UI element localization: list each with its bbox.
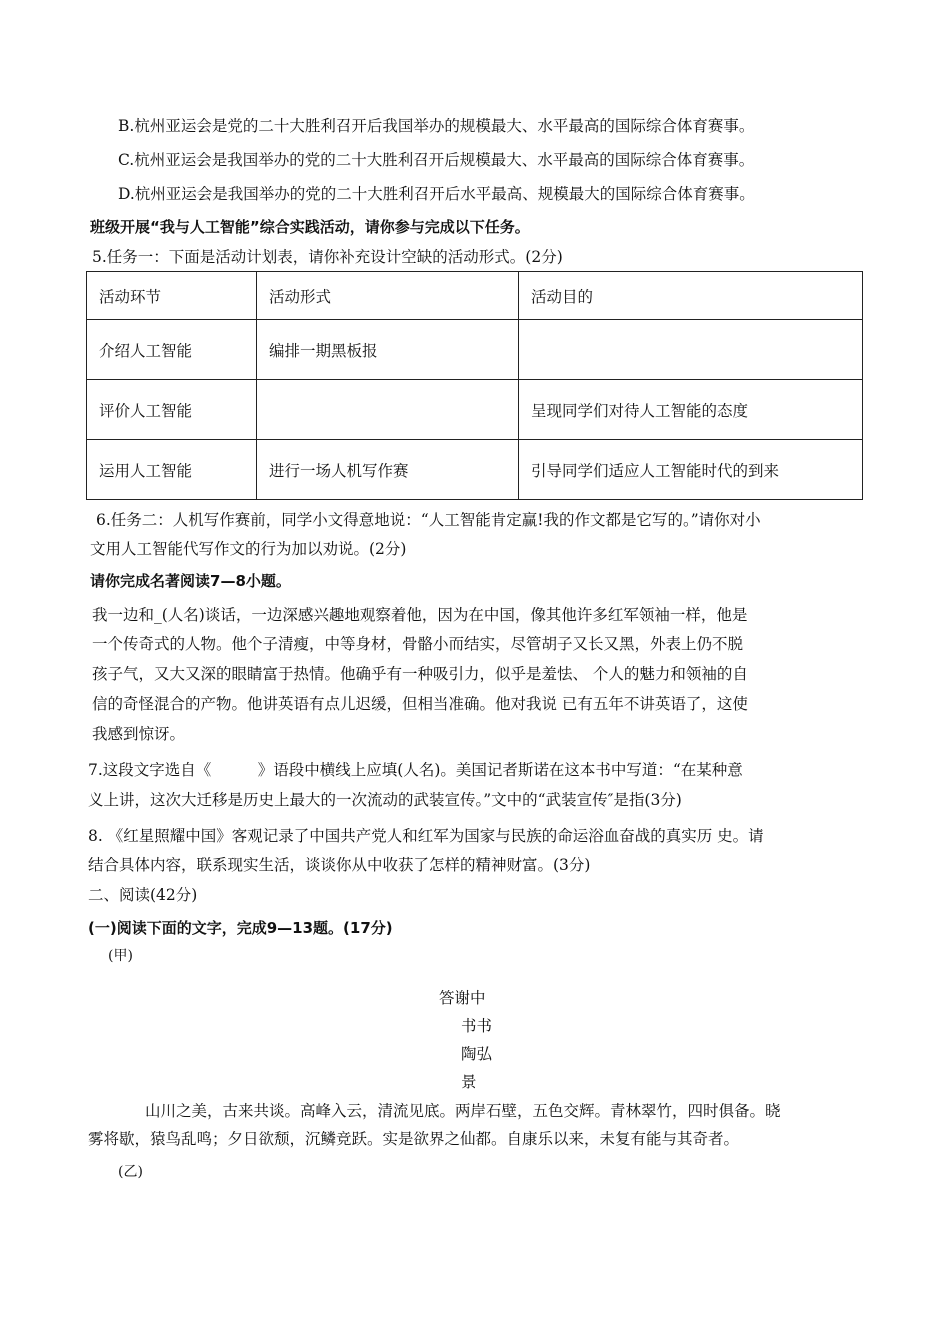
option-c: C.杭州亚运会是我国举办的党的二十大胜利召开后规模最大、水平最高的国际综合体育赛事。 (118, 151, 755, 169)
table-header-cell: 活动目的 (519, 272, 863, 320)
passage-line: 我感到惊讶。 (92, 725, 186, 743)
table-cell: 引导同学们适应人工智能时代的到来 (519, 440, 863, 500)
table-cell: 运用人工智能 (87, 440, 257, 500)
table-cell: 编排一期黑板报 (257, 320, 519, 380)
passage-line: 孩子气，又大又深的眼睛富于热情。他确乎有一种吸引力，似乎是羞怯、 个人的魅力和领袖的自 (92, 665, 748, 683)
table-cell-blank (519, 320, 863, 380)
poem-title-line: 书书 (461, 1017, 493, 1035)
question-8-line-1: 8. 《红星照耀中国》客观记录了中国共产党人和红军为国家与民族的命运浴血奋战的真实历 史。请 (88, 827, 764, 845)
activity-plan-table (86, 271, 863, 500)
question-7-line-2: 义上讲，这次大迁移是历史上最大的一次流动的武装宣传。”文中的“武装宣传″是指(3分) (88, 791, 682, 809)
passage-line: 信的奇怪混合的产物。他讲英语有点儿迟缓，但相当准确。他对我说 已有五年不讲英语了，这使 (92, 695, 748, 713)
table-row (87, 440, 863, 500)
passage-line: 一个传奇式的人物。他个子清瘦，中等身材，骨骼小而结实，尽管胡子又长又黑，外表上仍不脱 (92, 635, 744, 653)
table-cell: 进行一场人机写作赛 (257, 440, 519, 500)
table-header-cell: 活动环节 (87, 272, 257, 320)
section-2-heading: 二、阅读(42分) (88, 886, 198, 904)
passage-line: 我一边和_(人名)谈话，一边深感兴趣地观察着他，因为在中国，像其他许多红军领袖一样，他是 (92, 606, 748, 624)
question-6-line-1: 6.任务二：人机写作赛前，同学小文得意地说：“人工智能肯定赢!我的作文都是它写的。”请你对小 (96, 511, 761, 529)
question-8-line-2: 结合具体内容，联系现实生活，谈谈你从中收获了怎样的精神财富。(3分) (88, 856, 591, 874)
poem-title-line: 答谢中 (439, 989, 486, 1007)
table-cell: 评价人工智能 (87, 380, 257, 440)
poem-text-line-1: 山川之美，古来共谈。高峰入云，清流见底。两岸石壁，五色交辉。青林翠竹，四时俱备。晓 (145, 1102, 781, 1120)
question-6-line-2: 文用人工智能代写作文的行为加以劝说。(2分) (90, 540, 407, 558)
table-cell: 呈现同学们对待人工智能的态度 (519, 380, 863, 440)
table-header-cell: 活动形式 (257, 272, 519, 320)
part-1-heading: (一)阅读下面的文字，完成9—13题。(17分) (88, 919, 393, 937)
option-d: D.杭州亚运会是我国举办的党的二十大胜利召开后水平最高、规模最大的国际综合体育赛事。 (118, 185, 755, 203)
poem-title-line: 陶弘 (461, 1045, 493, 1063)
poem-title-line: 景 (461, 1073, 477, 1091)
table-header-row (87, 272, 863, 320)
table-row (87, 320, 863, 380)
question-5: 5.任务一：下面是活动计划表，请你补充设计空缺的活动形式。(2分) (92, 248, 563, 266)
table-cell-blank (257, 380, 519, 440)
table-row (87, 380, 863, 440)
poem-text-line-2: 雾将歇，猿鸟乱鸣；夕日欲颓，沉鳞竞跃。实是欲界之仙都。自康乐以来，未复有能与其奇者。 (88, 1130, 740, 1148)
option-b: B.杭州亚运会是党的二十大胜利召开后我国举办的规模最大、水平最高的国际综合体育赛事。 (118, 117, 755, 135)
activity-intro: 班级开展“我与人工智能”综合实践活动，请你参与完成以下任务。 (90, 218, 530, 236)
reading-intro: 请你完成名著阅读7—8小题。 (90, 572, 291, 590)
label-yi: (乙) (118, 1164, 143, 1180)
table-cell: 介绍人工智能 (87, 320, 257, 380)
label-jia: (甲) (108, 948, 133, 964)
question-7-line-1: 7.这段文字选自《 》语段中横线上应填(人名)。美国记者斯诺在这本书中写道：“在某种意 (88, 761, 743, 779)
